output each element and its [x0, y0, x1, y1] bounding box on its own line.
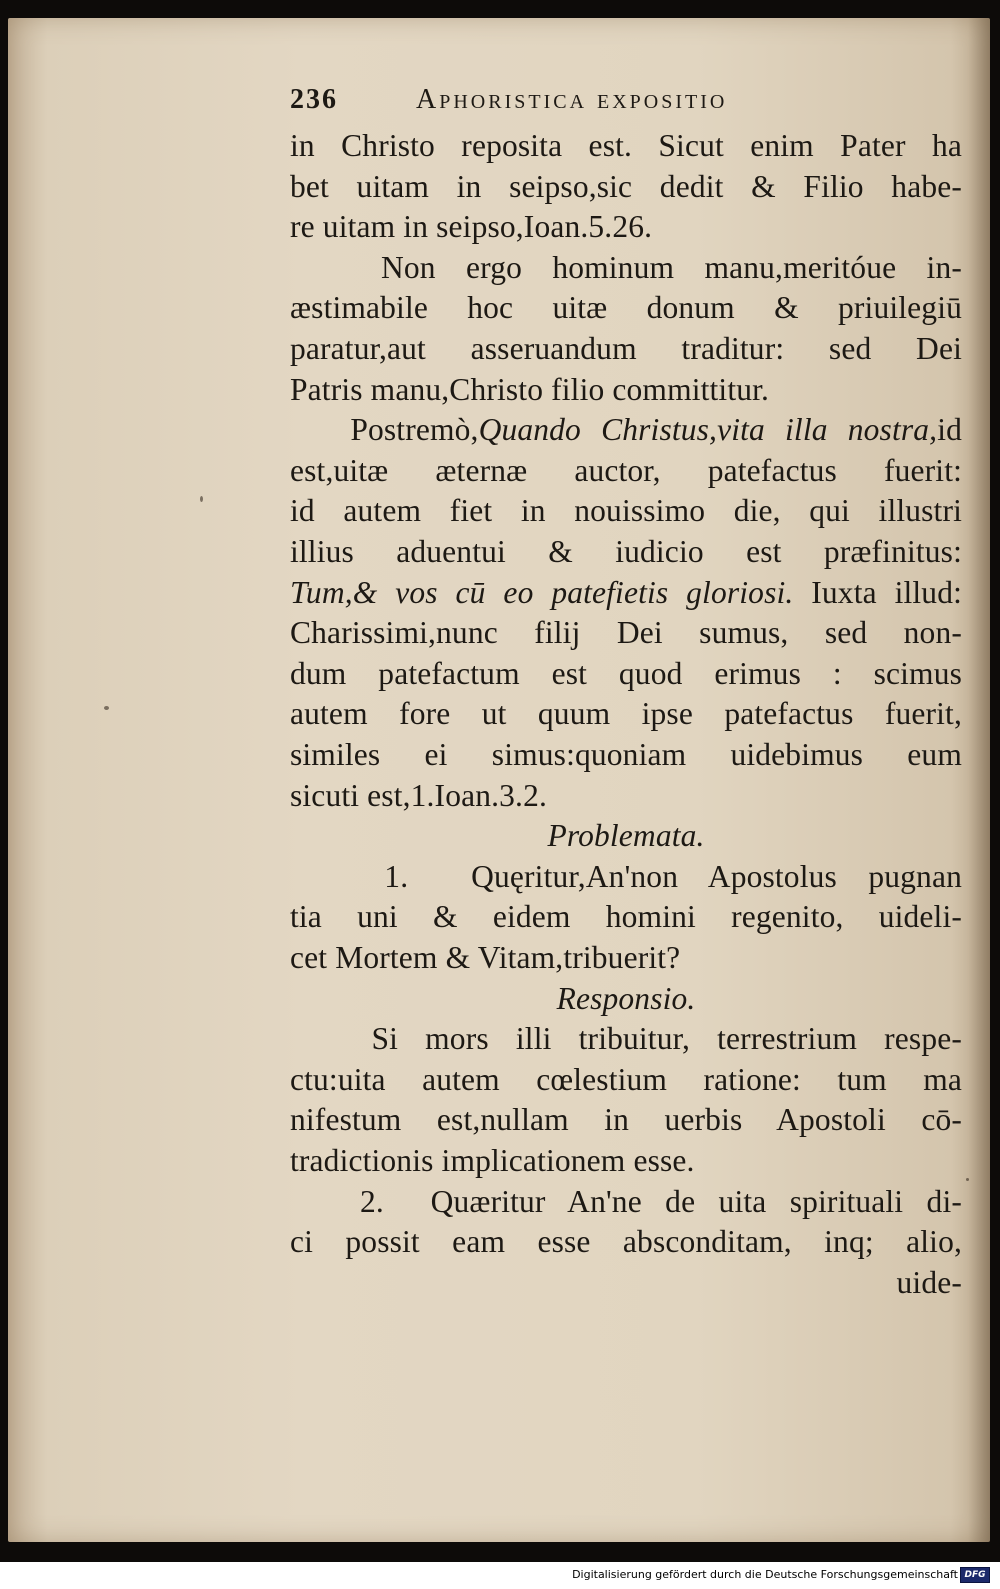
line-text: æstimabile hoc uitæ donum & priuilegiū — [290, 290, 962, 326]
line-text: nifestum est,nullam in uerbis Apostoli cō- — [290, 1102, 962, 1138]
line-rest-text: id — [937, 412, 962, 448]
text-line — [290, 575, 962, 615]
text-line — [290, 940, 962, 980]
line-text: autem fore ut quum ipse patefactus fuerit, — [290, 696, 962, 732]
text-line — [290, 1184, 962, 1224]
line-text: 1. Quęritur,An'non Apostolus pugnan — [290, 858, 962, 894]
line-text: sicuti est,1.Ioan.3.2. — [290, 777, 548, 813]
text-line — [290, 1062, 962, 1102]
running-title: Aphoristica expositio — [416, 84, 728, 115]
text-line — [290, 737, 962, 777]
line-text: tia uni & eidem homini regenito, uideli- — [290, 899, 962, 935]
text-line — [290, 493, 962, 533]
text-line — [290, 1224, 962, 1264]
text-line — [290, 818, 962, 858]
line-text: Postremò, — [290, 412, 479, 448]
text-line — [290, 1143, 962, 1183]
text-line — [290, 372, 962, 412]
text-line — [290, 615, 962, 655]
text-line — [290, 412, 962, 452]
line-text: paratur,aut asseruandum traditur: sed Dei — [290, 331, 962, 366]
digitization-footer — [0, 1562, 1000, 1589]
line-text: bet uitam in seipso,sic dedit & Filio habe- — [290, 168, 962, 204]
text-line — [290, 209, 962, 249]
text-line — [290, 128, 962, 168]
paper-speck — [200, 496, 203, 502]
text-line — [290, 656, 962, 696]
line-text: similes ei simus:quoniam uidebimus eum — [290, 737, 962, 772]
text-line — [290, 250, 962, 290]
text-line — [290, 1265, 962, 1305]
line-text: tradictionis implicationem esse. — [290, 1143, 695, 1178]
text-line — [290, 1021, 962, 1061]
footer-credit: Digitalisierung gefördert durch die Deutsche Forschungsgemeinschaft — [572, 1568, 958, 1581]
line-text: Patris manu,Christo filio committitur. — [290, 371, 770, 407]
line-text: Responsio. — [556, 980, 696, 1016]
line-text: dum patefactum est quod erimus : scimus — [290, 655, 962, 691]
line-text: Charissimi,nunc filij Dei sumus, sed non- — [290, 615, 962, 651]
line-text: cet Mortem & Vitam,tribuerit? — [290, 940, 681, 975]
text-line — [290, 534, 962, 574]
text-line — [290, 899, 962, 939]
dfg-logo: DFG — [960, 1567, 990, 1583]
line-text: illius aduentui & iudicio est præfinitus: — [290, 534, 962, 569]
line-text: in Christo reposita est. Sicut enim Pater ha — [290, 128, 962, 163]
line-text: uide- — [896, 1264, 962, 1300]
text-line — [290, 859, 962, 899]
line-text: ctu:uita autem cœlestium ratione: tum ma — [290, 1061, 962, 1097]
page-edge-shadow — [968, 18, 990, 1542]
text-line — [290, 169, 962, 209]
text-line — [290, 981, 962, 1021]
text-line — [290, 1102, 962, 1142]
paper-speck — [966, 1178, 969, 1181]
line-text: 2. Quæritur An'ne de uita spirituali di- — [290, 1183, 962, 1219]
line-text: re uitam in seipso,Ioan.5.26. — [290, 209, 653, 245]
line-text: Problemata. — [547, 818, 705, 854]
text-line — [290, 331, 962, 371]
line-text: ci possit eam esse absconditam, inq; alio, — [290, 1224, 962, 1260]
text-line — [290, 290, 962, 330]
text-line — [290, 778, 962, 818]
line-text: Non ergo hominum manu,meritóue in- — [290, 249, 962, 285]
line-text: Si mors illi tribuitur, terrestrium respe- — [290, 1021, 962, 1057]
line-rest-text: Iuxta illud: — [793, 574, 962, 610]
text-line — [290, 453, 962, 493]
text-line — [290, 696, 962, 736]
line-italic-text: Quando Christus,vita illa nostra, — [478, 412, 938, 448]
page-number: 236 — [290, 84, 338, 115]
running-head — [290, 84, 962, 124]
line-italic-text: Tum,& vos cū eo patefietis gloriosi. — [290, 574, 794, 610]
line-text: est,uitæ æternæ auctor, patefactus fuerit: — [290, 452, 962, 488]
line-text: id autem fiet in nouissimo die, qui illustri — [290, 493, 962, 529]
paper-speck — [104, 706, 109, 710]
